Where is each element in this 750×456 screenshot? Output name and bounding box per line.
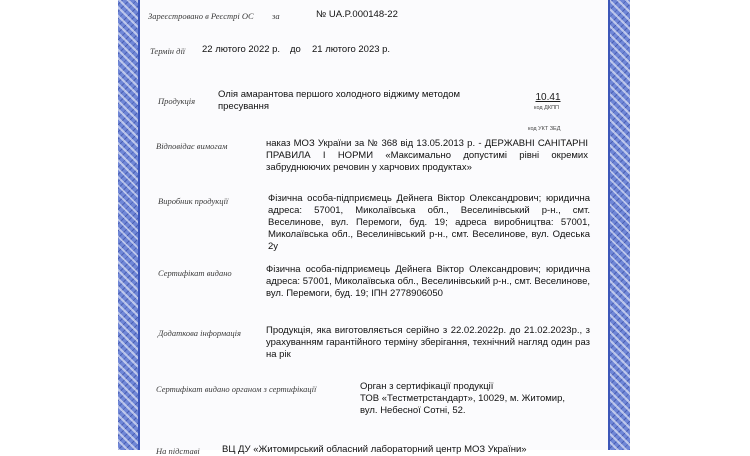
issued-by-label: Сертифікат видано органом з сертифікації	[156, 384, 317, 394]
issued-to-text: Фізична особа-підприємець Дейнега Віктор Олександрович; юридична адреса: 57001, Миколаївська обл., Веселинівський р-н., смт. Веселинове, вул. Перемоги, буд. 19; ІПН 2778906050	[266, 264, 590, 299]
issued-by-line2: ТОВ «Тестметрстандарт», 10029, м. Житомир,	[360, 393, 566, 404]
issued-by-line3: вул. Небесної Сотні, 52.	[360, 405, 466, 416]
additional-text: Продукція, яка виготовляється серійно з 22.02.2022р. до 21.02.2023р., з урахуванням гарантійного терміну зберігання, технічний нагляд один раз на рік	[266, 325, 590, 360]
dkpp-code: 10.41	[535, 92, 561, 103]
dkpp-label: код ДКПП	[534, 105, 559, 111]
decorative-border-left	[118, 0, 140, 450]
validity-to-word: до	[290, 44, 301, 55]
registry-za: за	[272, 11, 280, 21]
registry-number: № UA.P.000148-22	[316, 9, 398, 20]
decorative-border-right	[608, 0, 630, 450]
validity-from: 22 лютого 2022 р.	[202, 44, 281, 55]
product-name: Олія амарантова першого холодного віджиму методом пресування	[218, 89, 461, 112]
manufacturer-label: Виробник продукції	[158, 196, 229, 206]
basis-label: На підставі	[156, 446, 200, 456]
registry-label: Зареєстровано в Реєстрі ОС	[148, 11, 254, 21]
product-label: Продукція	[158, 96, 196, 106]
certificate-page	[118, 0, 630, 456]
manufacturer-text: Фізична особа-підприємець Дейнега Віктор Олександрович; юридична адреса: 57001, Миколаївська обл., Веселинівський р-н., смт. Веселинове, вул. Перемоги, буд. 19; адреса виробництва: 57001, Миколаївська обл., Веселинівський р-н., смт. Веселинове, вул. Одеська 2у	[268, 193, 590, 252]
validity-label: Термін дії	[150, 46, 186, 56]
certificate-sheet	[140, 0, 608, 456]
issued-to-label: Сертифікат видано	[158, 268, 232, 278]
validity-to: 21 лютого 2023 р.	[312, 44, 391, 55]
issued-by-line1: Орган з сертифікації продукції	[360, 381, 494, 392]
additional-label: Додаткова інформація	[158, 328, 241, 338]
basis-text: ВЦ ДУ «Житомирський обласний лабораторний центр МОЗ України»	[222, 444, 527, 455]
requirements-label: Відповідає вимогам	[156, 141, 228, 151]
requirements-text: наказ МОЗ України за № 368 від 13.05.2013 р. - ДЕРЖАВНІ САНІТАРНІ ПРАВИЛА І НОРМИ «Максимально допустимі рівні окремих забруднюючих речовин у харчових продуктах»	[266, 138, 588, 173]
uktzed-label: код УКТ ЗЕД	[528, 126, 561, 132]
